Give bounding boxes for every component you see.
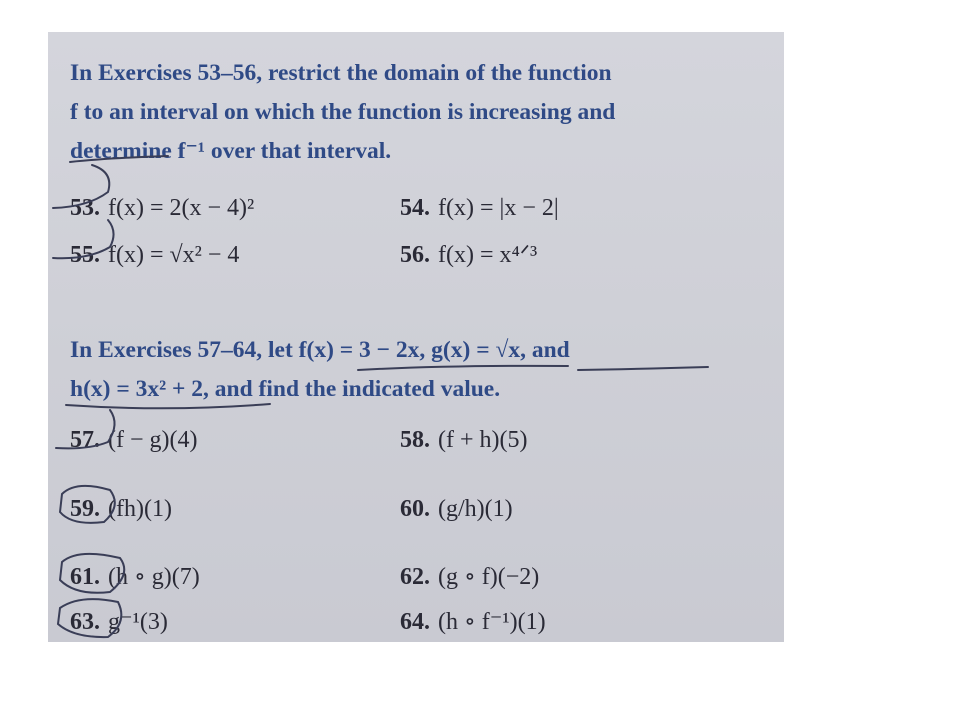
exercise-expression: (fh)(1) bbox=[108, 496, 172, 522]
exercise-number: 54. bbox=[400, 195, 430, 221]
exercise-61 bbox=[70, 562, 200, 592]
exercise-number: 60. bbox=[400, 496, 430, 522]
exercise-expression: (g ∘ f)(−2) bbox=[438, 564, 540, 590]
exercise-58 bbox=[400, 425, 528, 455]
exercise-number: 53. bbox=[70, 195, 100, 221]
exercise-62 bbox=[400, 562, 539, 592]
section1-line-2: f to an interval on which the function is increasing and bbox=[70, 99, 616, 125]
section2-line-2: h(x) = 3x² + 2, and find the indicated value. bbox=[70, 376, 501, 402]
exercise-expression: g⁻¹(3) bbox=[108, 609, 168, 635]
section2-instructions bbox=[70, 331, 770, 409]
exercise-63 bbox=[70, 607, 168, 637]
exercise-expression: (h ∘ f⁻¹)(1) bbox=[438, 609, 546, 635]
exercise-number: 61. bbox=[70, 564, 100, 590]
exercise-expression: (h ∘ g)(7) bbox=[108, 564, 200, 590]
exercise-number: 56. bbox=[400, 242, 430, 268]
exercise-expression: f(x) = 2(x − 4)² bbox=[108, 195, 255, 221]
exercise-expression: (g/h)(1) bbox=[438, 496, 513, 522]
exercise-59 bbox=[70, 494, 172, 524]
exercise-number: 55. bbox=[70, 242, 100, 268]
exercise-60 bbox=[400, 494, 513, 524]
exercise-expression: f(x) = x⁴ᐟ³ bbox=[438, 242, 538, 268]
exercise-expression: (f − g)(4) bbox=[108, 427, 198, 453]
exercise-number: 64. bbox=[400, 609, 430, 635]
exercise-expression: f(x) = √x² − 4 bbox=[108, 242, 240, 268]
section1-line-1: In Exercises 53–56, restrict the domain of the function bbox=[70, 60, 612, 86]
exercise-55 bbox=[70, 240, 239, 270]
exercise-number: 57. bbox=[70, 427, 100, 453]
section1-line-3: determine f⁻¹ over that interval. bbox=[70, 138, 392, 164]
exercise-64 bbox=[400, 607, 546, 637]
section1-instructions bbox=[70, 54, 770, 171]
exercise-number: 59. bbox=[70, 496, 100, 522]
exercise-56 bbox=[400, 240, 537, 270]
exercise-expression: (f + h)(5) bbox=[438, 427, 528, 453]
textbook-photo bbox=[48, 32, 784, 642]
section2-line-1: In Exercises 57–64, let f(x) = 3 − 2x, g(x) = √x, and bbox=[70, 337, 570, 363]
exercise-expression: f(x) = |x − 2| bbox=[438, 195, 559, 221]
exercise-53 bbox=[70, 193, 254, 223]
exercise-number: 62. bbox=[400, 564, 430, 590]
exercise-54 bbox=[400, 193, 559, 223]
exercise-number: 58. bbox=[400, 427, 430, 453]
exercise-number: 63. bbox=[70, 609, 100, 635]
exercise-57 bbox=[70, 425, 198, 455]
